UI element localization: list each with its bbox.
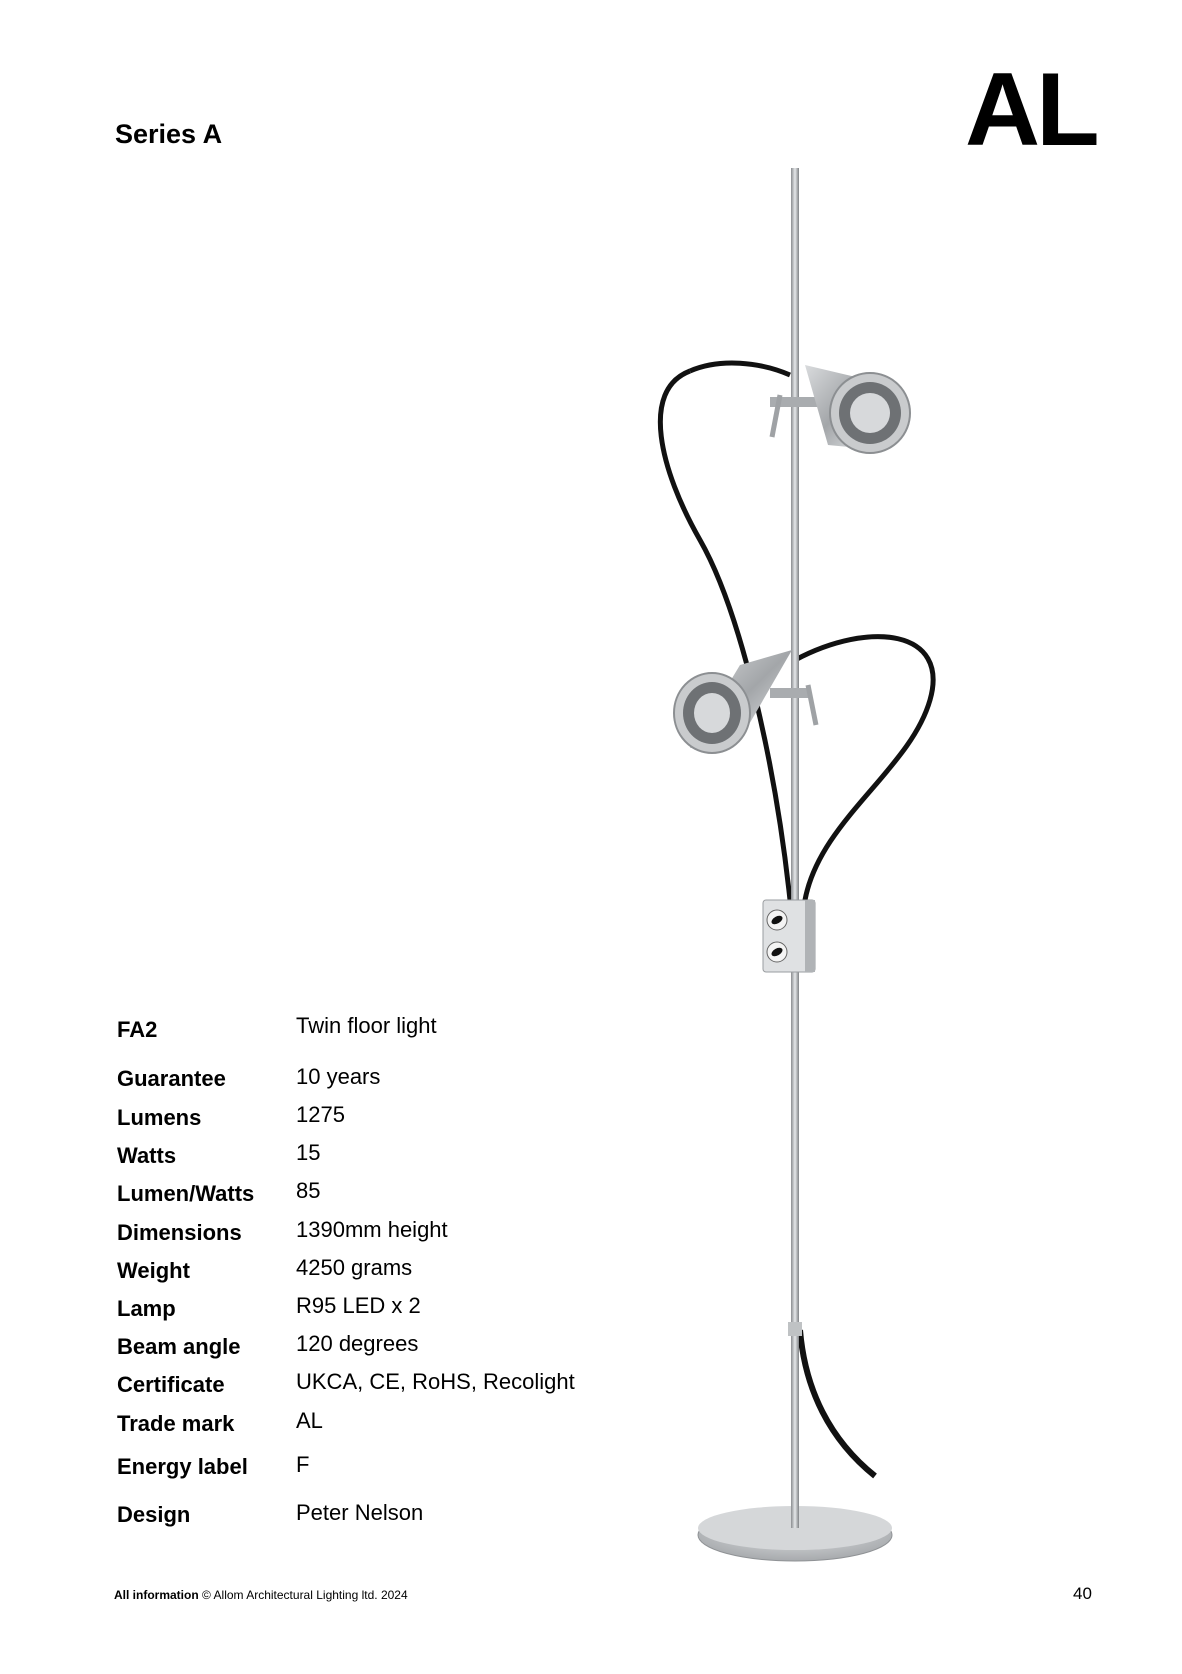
spec-value: R95 LED x 2	[296, 1293, 421, 1318]
spec-label: Lumen/Watts	[117, 1181, 255, 1206]
cable-upper-top	[690, 363, 790, 375]
cable-lower	[795, 637, 933, 900]
spec-label: Watts	[117, 1143, 177, 1168]
spec-value: 10 years	[296, 1064, 381, 1089]
product-name: Twin floor light	[296, 1013, 437, 1038]
spec-label: Design	[117, 1502, 191, 1527]
spec-value: UKCA, CE, RoHS, Recolight	[296, 1369, 575, 1394]
page-number: 40	[1073, 1584, 1092, 1603]
spec-label: Certificate	[117, 1372, 225, 1397]
spec-label: Guarantee	[117, 1066, 226, 1091]
cable-floor	[800, 1330, 875, 1476]
spec-label: Beam angle	[117, 1334, 241, 1359]
cable-upper	[660, 371, 790, 900]
floor-lamp-image	[600, 160, 960, 1580]
brand-logo: AL	[965, 52, 1096, 168]
spec-label: Dimensions	[117, 1220, 242, 1245]
series-title: Series A	[115, 119, 223, 149]
footer-copyright	[114, 1588, 408, 1602]
product-code: FA2	[117, 1017, 158, 1042]
spec-value: 4250 grams	[296, 1255, 413, 1280]
spec-value: 15	[296, 1140, 321, 1165]
spec-value: 120 degrees	[296, 1331, 419, 1356]
spec-label: Lumens	[117, 1105, 202, 1130]
spec-value: 1390mm height	[296, 1217, 448, 1242]
footer-info-text: © Allom Architectural Lighting ltd. 2024	[202, 1588, 408, 1602]
spec-label: Trade mark	[117, 1411, 235, 1436]
spec-value: Peter Nelson	[296, 1500, 424, 1525]
footer-info-label: All information	[114, 1588, 199, 1602]
spec-value: F	[296, 1452, 310, 1477]
spec-value: 85	[296, 1178, 321, 1203]
spec-label: Weight	[117, 1258, 190, 1283]
spec-label: Energy label	[117, 1454, 248, 1479]
spec-label: Lamp	[117, 1296, 176, 1321]
spec-value: 1275	[296, 1102, 345, 1127]
spec-value: AL	[296, 1408, 323, 1433]
